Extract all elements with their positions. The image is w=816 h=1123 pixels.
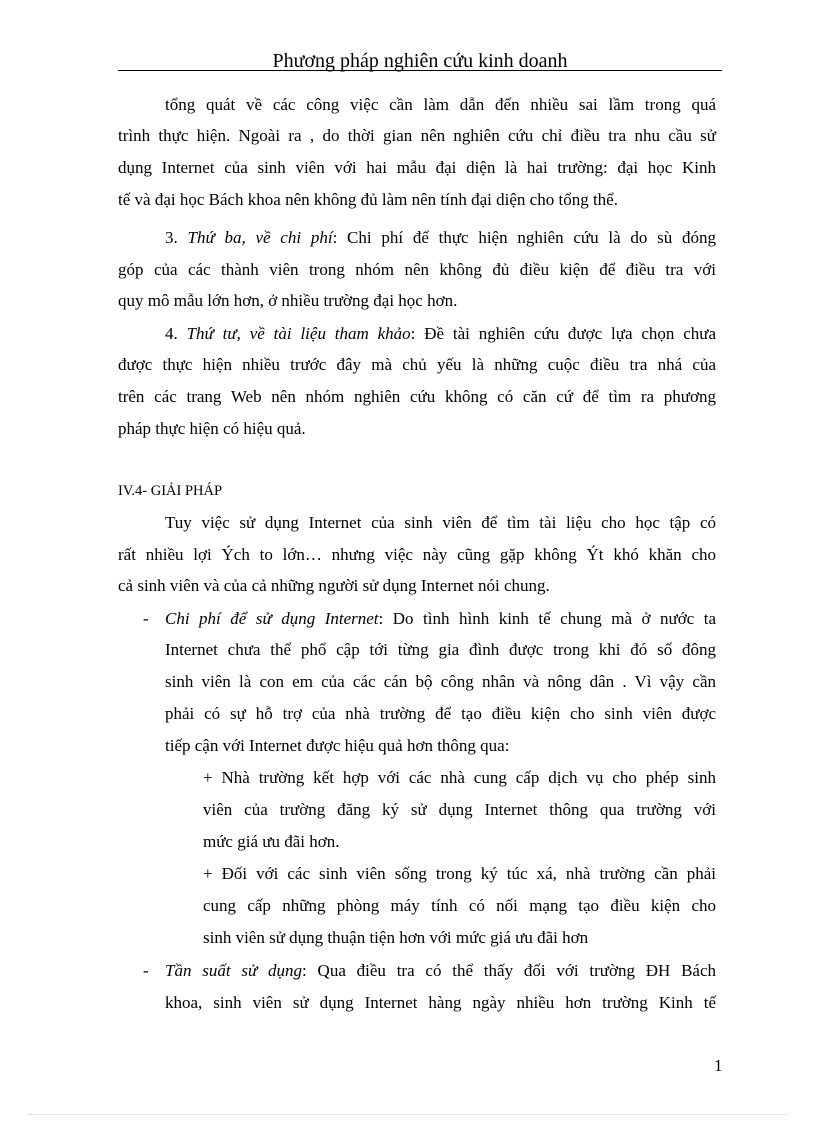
text-line: trên các trang Web nên nhóm nghiên cứu không có căn cứ để tìm ra phương	[118, 387, 716, 406]
section-heading: IV.4- GIẢI PHÁP	[118, 483, 223, 499]
text-line: dụng Internet của sinh viên với hai mẫu đại diện là hai trường: đại học Kinh	[118, 158, 716, 177]
bullet-text: : Do tình hình kinh tế chung mà ở nước ta	[378, 609, 716, 628]
item-label: Thứ ba, về chi phí	[187, 228, 333, 247]
text-line: phải có sự hỗ trợ của nhà trường để tạo điều kiện cho sinh viên được	[165, 704, 716, 723]
text-line: Tuy việc sử dụng Internet của sinh viên để tìm tài liệu cho học tập có	[165, 513, 716, 532]
bullet-dash: -	[143, 961, 149, 980]
text-line: rất nhiều lợi Ých to lớn… nhưng việc này cũng gặp không Ýt khó khăn cho	[118, 545, 716, 564]
text-line: pháp thực hiện có hiệu quả.	[118, 419, 306, 438]
bullet-label: Chi phí để sử dụng Internet	[165, 609, 379, 628]
text-line	[165, 959, 716, 983]
text-line	[165, 226, 716, 250]
bullet-label: Tần suất sử dụng	[165, 961, 303, 980]
text-line: Internet chưa thể phổ cập tới từng gia đình được trong khi đó số đông	[165, 640, 716, 659]
text-line	[165, 322, 716, 346]
text-line: được thực hiện nhiều trước đây mà chủ yếu là những cuộc điều tra nhá của	[118, 355, 716, 374]
text-line: trình thực hiện. Ngoài ra , do thời gian nên nghiên cứu chỉ điều tra nhu cầu sử	[118, 126, 716, 145]
text-line: góp của các thành viên trong nhóm nên không đủ điều kiện để điều tra với	[118, 260, 716, 279]
text-line: tiếp cận với Internet được hiệu quả hơn thông qua:	[165, 736, 510, 755]
item-text: : Đề tài nghiên cứu được lựa chọn chưa	[410, 324, 717, 343]
header-title: Phương pháp nghiên cứu kinh doanh	[272, 50, 568, 72]
text-line: tổng quát về các công việc cần làm dẫn đến nhiều sai lầm trong quá	[165, 95, 716, 114]
text-line: khoa, sinh viên sử dụng Internet hàng ngày nhiều hơn trường Kinh tế	[165, 993, 716, 1012]
item-text: : Chi phí để thực hiện nghiên cứu là do sù đóng	[332, 228, 717, 247]
text-line: sinh viên sử dụng thuận tiện hơn với mức giá ưu đãi hơn	[203, 928, 589, 947]
bullet-dash: -	[143, 609, 149, 628]
page-number: 1	[714, 1056, 723, 1075]
text-line: quy mô mẫu lớn hơn, ở nhiều trường đại học hơn.	[118, 291, 458, 310]
text-line: cung cấp những phòng máy tính có nối mạng tạo điều kiện cho	[203, 896, 716, 915]
text-line: viên của trường đăng ký sử dụng Internet thông qua trường với	[203, 800, 716, 819]
item-label: Thứ tư, về tài liệu tham khảo	[186, 324, 411, 343]
text-line: + Nhà trường kết hợp với các nhà cung cấp dịch vụ cho phép sinh	[203, 768, 716, 787]
text-line: cả sinh viên và của cả những người sử dụng Internet nói chung.	[118, 576, 550, 595]
text-line: + Đối với các sinh viên sống trong ký túc xá, nhà trường cần phải	[203, 864, 716, 883]
text-line	[165, 607, 716, 631]
bullet-text: : Qua điều tra có thể thấy đối với trường ĐH Bách	[302, 961, 716, 980]
header-rule	[118, 70, 722, 71]
item-number: 3.	[165, 228, 188, 247]
item-number: 4.	[165, 324, 187, 343]
text-line: mức giá ưu đãi hơn.	[203, 832, 340, 851]
text-line: tế và đại học Bách khoa nên không đủ làm nên tính đại diện cho tổng thể.	[118, 190, 618, 209]
text-line: sinh viên là con em của các cán bộ công nhân và nông dân . Vì vậy cần	[165, 672, 716, 691]
page-edge-divider	[28, 1114, 788, 1115]
